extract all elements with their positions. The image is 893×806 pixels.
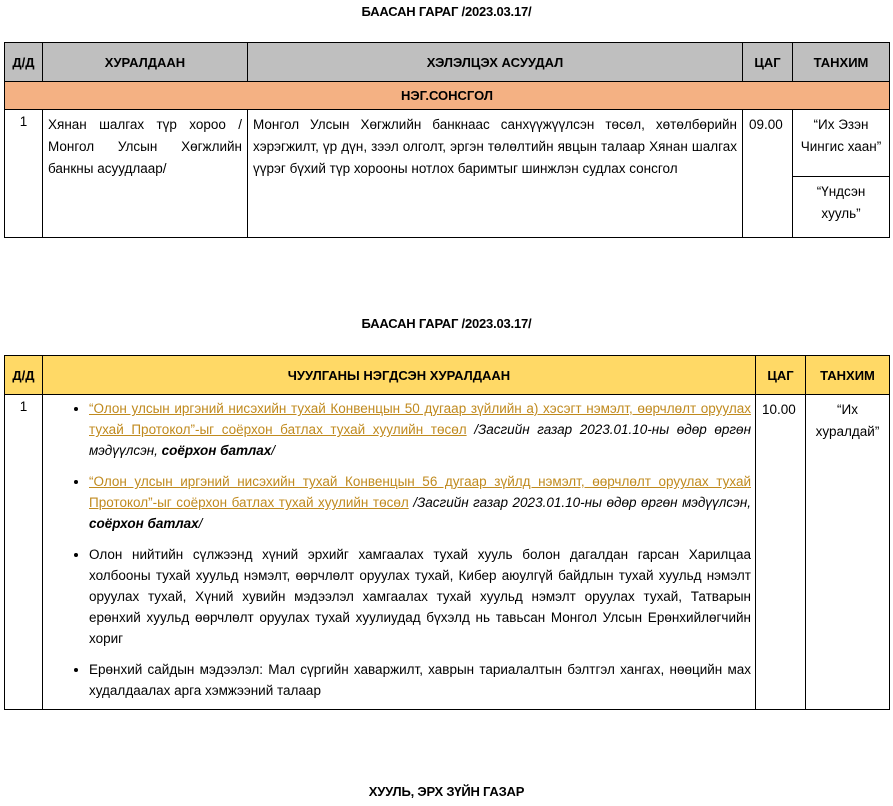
row-num: 1: [5, 395, 43, 710]
agenda-cell: [43, 395, 756, 710]
plenary-schedule-table: [4, 355, 890, 710]
agenda-item: • Олон нийтийн сүлжээнд хүний эрхийг хамгаалах тухай хууль болон дагалдан гарсан Харилцаа холбооны тухай хуульд нэмэлт, өөрчлөлт оруулах тухай, Кибер аюулгүй байдлын тухай хуульд нэмэлт оруулах тухай, Хүний хувийн мэдээлэл хамгаалах тухай хуульд нэмэлт оруулах тухай, Татварын ерөнхий хуульд өөрчлөлт оруулах тухай хуулиудад бүхэлд нь тавьсан Монгол Улсын Ерөнхийлөгчийн хориг: [89, 544, 755, 649]
row-time-cell: [756, 395, 806, 710]
note-action: соёрхон батлах: [161, 443, 272, 458]
bill-link-1[interactable]: “Олон улсын иргэний нисэхийн тухай Конвенцын 50 дугаар зүйлийн а) хэсэгт нэмэлт, өөрчлөлт оруулах тухай Протокол”-ыг соёрхон батлах тухай хуулийн төсөл: [89, 401, 751, 437]
row-meeting: Хянан шалгах түр хороо /Монгол Улсын Хөгжлийн банкны асуудлаар/: [48, 117, 242, 176]
note-text: /Засгийн газар 2023.01.10-ны өдөр өргөн мэдүүлсэн,: [89, 422, 751, 458]
header-topic: ХЭЛЭЛЦЭХ АСУУДАЛ: [248, 43, 743, 82]
agenda-item: [89, 398, 755, 461]
note-text: /Засгийн газар 2023.01.10-ны өдөр өргөн мэдүүлсэн,: [408, 495, 751, 510]
room-2: “Үндсэн хууль”: [793, 176, 889, 229]
header-num: Д/Д: [5, 356, 43, 395]
agenda-item: [89, 471, 755, 534]
header-room: ТАНХИМ: [793, 43, 890, 82]
header-time: ЦАГ: [756, 356, 806, 395]
table-row: [5, 110, 890, 238]
header-meeting: ХУРАЛДААН: [43, 43, 248, 82]
header-room: ТАНХИМ: [806, 356, 890, 395]
row-meeting-cell: [43, 110, 248, 238]
bill-link-2[interactable]: “Олон улсын иргэний нисэхийн тухай Конвенцын 56 дугаар зүйлд нэмэлт, өөрчлөлт оруулах тухай Протокол”-ыг соёрхон батлах тухай хуулийн төсөл: [89, 474, 751, 510]
group-label: НЭГ.СОНСГОЛ: [5, 82, 890, 110]
table-header-row: [5, 356, 890, 395]
agenda-list: [43, 398, 755, 701]
table-header-row: [5, 43, 890, 82]
agenda-item: • Ерөнхий сайдын мэдээлэл: Мал сүргийн хаваржилт, хаврын тариалалтын бэлтгэл хангах, нөөцийн мах худалдаалах арга хэмжээний талаар: [89, 659, 755, 701]
note-action: соёрхон батлах: [89, 516, 199, 531]
row-room-cell: [806, 395, 890, 710]
note-suffix: /: [271, 443, 276, 458]
header-time: ЦАГ: [743, 43, 793, 82]
table-row: [5, 395, 890, 710]
hearing-schedule-table: [4, 42, 890, 238]
room-1: “Их Эзэн Чингис хаан”: [800, 117, 882, 154]
department-title: ХУУЛЬ, ЭРХ ЗҮЙН ГАЗАР: [368, 784, 525, 799]
group-row: [5, 82, 890, 110]
day-title-2: БААСАН ГАРАГ /2023.03.17/: [361, 316, 532, 331]
row-time: 10.00: [762, 402, 796, 417]
note-suffix: /: [198, 516, 203, 531]
row-room: “Их хуралдай”: [815, 402, 880, 439]
row-num: 1: [5, 110, 43, 238]
row-topic: Монгол Улсын Хөгжлийн банкнаас санхүүжүүлсэн төсөл, хөтөлбөрийн хэрэгжилт, үр дүн, зээл олголт, эргэн төлөлтийн явцын талаар Хянан шалгах үүрэг бүхий түр хорооны нотлох баримтыг шинжлэн судлах сонсгол: [253, 117, 737, 176]
day-title-1: БААСАН ГАРАГ /2023.03.17/: [361, 4, 532, 19]
row-time-cell: [743, 110, 793, 238]
header-num: Д/Д: [5, 43, 43, 82]
row-room-cell: [793, 110, 890, 238]
header-meeting: ЧУУЛГАНЫ НЭГДСЭН ХУРАЛДААН: [43, 356, 756, 395]
row-time: 09.00: [749, 117, 783, 132]
row-topic-cell: [248, 110, 743, 238]
